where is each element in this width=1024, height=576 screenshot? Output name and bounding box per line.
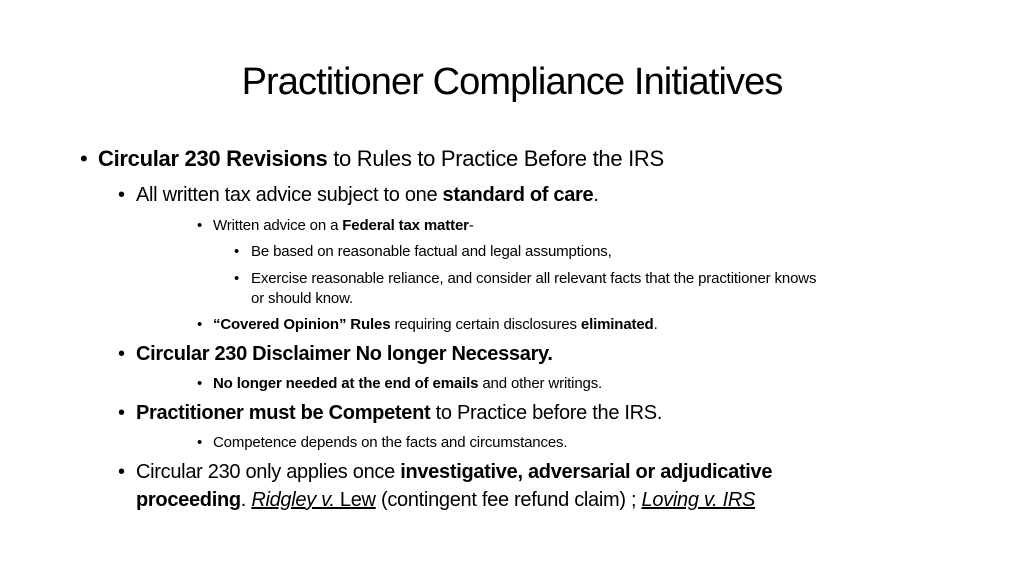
bold-text: “Covered Opinion” Rules <box>213 316 391 333</box>
bullet-icon: • <box>197 375 203 392</box>
text: requiring certain disclosures <box>390 316 581 333</box>
bullet-icon: • <box>118 461 125 483</box>
list-item-federal-tax-matter <box>213 217 474 234</box>
text: - <box>468 217 474 234</box>
list-item-reasonable-reliance-line-2: or should know. <box>251 290 353 307</box>
bold-text: investigative, adversarial or adjudicative <box>400 461 773 483</box>
list-item-emails <box>213 375 602 392</box>
bullet-icon: • <box>118 402 125 424</box>
bullet-icon: • <box>118 184 125 206</box>
bullet-icon: • <box>80 146 88 171</box>
bullet-icon: • <box>197 316 203 333</box>
text: to Practice before the IRS. <box>430 402 663 424</box>
case-citation-lew: Lew <box>334 489 376 511</box>
text: to Rules to Practice Before the IRS <box>327 146 664 171</box>
bullet-icon: • <box>234 270 240 287</box>
list-item-applies-line-1 <box>136 461 772 484</box>
text: Written advice on a <box>213 217 343 234</box>
list-item-reasonable-assumptions: Be based on reasonable factual and legal assumptions, <box>251 243 612 260</box>
bullet-icon: • <box>234 243 240 260</box>
bold-text: Federal tax matter <box>342 217 469 234</box>
text: . <box>593 184 599 206</box>
list-item-reasonable-reliance-line-1: Exercise reasonable reliance, and consider all relevant facts that the practitioner knows <box>251 270 817 287</box>
list-item-written-tax-advice <box>136 184 599 207</box>
bullet-icon: • <box>197 434 203 451</box>
text: . <box>240 489 252 511</box>
bold-text: standard of care <box>442 184 594 206</box>
slide-title: Practitioner Compliance Initiatives <box>241 61 783 103</box>
text: All written tax advice subject to one <box>136 184 443 206</box>
bold-text: Practitioner must be Competent <box>136 402 431 424</box>
text: . <box>653 316 658 333</box>
list-item-circular-230-revisions <box>98 146 664 172</box>
list-item-applies-line-2 <box>136 489 755 512</box>
bold-text: No longer needed at the end of emails <box>213 375 479 392</box>
list-item-covered-opinion-rules <box>213 316 658 333</box>
bullet-icon: • <box>118 343 125 365</box>
list-item-competent <box>136 402 662 425</box>
bold-text: Circular 230 Disclaimer No longer Necessary. <box>136 343 553 365</box>
case-citation-ridgley: Ridgley v. <box>251 489 335 511</box>
bold-text: eliminated <box>580 316 654 333</box>
text: and other writings. <box>478 375 603 392</box>
bold-text: proceeding <box>136 489 241 511</box>
list-item-disclaimer <box>136 343 553 366</box>
case-citation-loving: Loving v. IRS <box>641 489 756 511</box>
text: (contingent fee refund claim) ; <box>375 489 642 511</box>
list-item-competence-depends: Competence depends on the facts and circumstances. <box>213 434 568 451</box>
bullet-icon: • <box>197 217 203 234</box>
text: Circular 230 only applies once <box>136 461 401 483</box>
bold-text: Circular 230 Revisions <box>98 146 328 171</box>
